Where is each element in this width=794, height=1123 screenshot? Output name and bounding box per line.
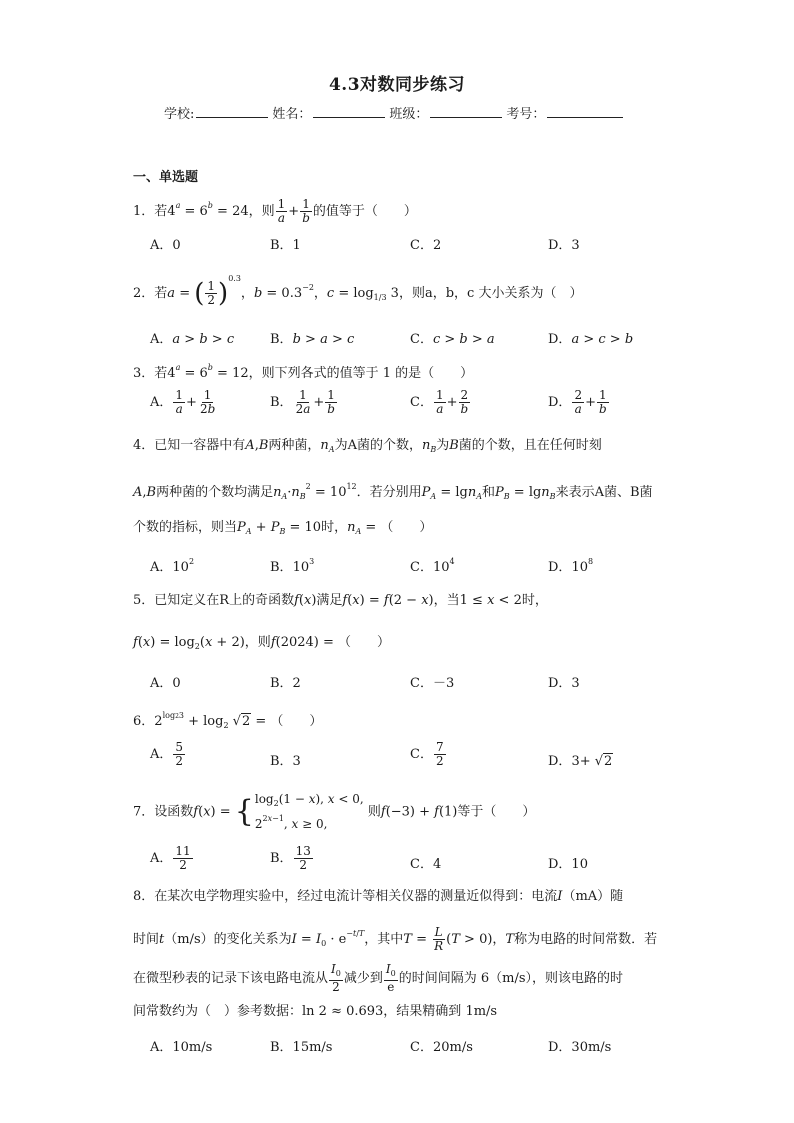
q7-option-c[interactable]: C．4 [410,857,442,872]
q2-option-c[interactable]: C．c > b > a [410,332,495,347]
q5-option-b[interactable]: B．2 [270,676,301,691]
student-info-line [164,103,627,122]
q4-option-a[interactable]: A．$10^2$ [150,557,195,575]
q4-option-c[interactable]: C．$10^4$ [410,557,455,575]
q3-option-d[interactable]: D． $\frac{2}{a}$ + $\frac{1}{b}$ [548,388,607,416]
q8-option-c[interactable]: C．20m/s [410,1040,473,1055]
question-6: 6．$2^{log23} + \log_2 √2$ = （ ） [133,711,323,730]
name-blank[interactable] [313,105,385,118]
question-8-line-2: 时间t（m/s）的变化关系为$I = I_0 \cdot e^{-t/T}$，其中T = $\frac{L}{R}$ (T > 0)，T称为电路的时间常数．若 [133,925,658,953]
question-5-line-1: 5．已知定义在R上的奇函数f(x)满足f(x) = f(2 − x)，当1 ≤ x < 2时， [133,593,548,608]
q8-option-d[interactable]: D．30m/s [548,1040,612,1055]
q1-option-b[interactable]: B．1 [270,238,301,253]
school-blank[interactable] [196,105,268,118]
q1-option-a[interactable]: A．0 [150,238,181,253]
question-8-line-3: 在微型秒表的记录下该电路电流从 $\frac{I_0}{2}$ 减少到 $\frac{I_0}{e}$ 的时间间隔为 6（m/s），则该电路的时 [133,962,624,994]
q5-option-a[interactable]: A．0 [150,676,181,691]
class-label: 班级： [389,107,429,122]
q6-option-c[interactable]: C． $\frac{7}{2}$ [410,740,444,768]
question-2: 2．若a = ( $\frac{1}{2}$ )$^{0.3}$，$b = 0.3^{-2}$，$c = \log_{1/3} 3$，则a，b，c 大小关系为（ ） [133,274,583,309]
page-title: 4.3对数同步练习 [328,75,466,95]
q4-option-d[interactable]: D．$10^8$ [548,557,594,575]
question-7: 7．设函数f(x) = { $\log_2(1 - x)$, x < 0, $2^{2x-1}$, x ≥ 0, 则f(−3) + f(1)等于（ ） [133,792,536,831]
q8-option-a[interactable]: A．10m/s [150,1040,213,1055]
q6-option-d[interactable]: D．3+ √2 [548,754,613,769]
q5-option-d[interactable]: D．3 [548,676,580,691]
q4-option-b[interactable]: B．$10^3$ [270,557,315,575]
q2-option-b[interactable]: B．b > a > c [270,332,355,347]
q2-option-d[interactable]: D．a > c > b [548,332,634,347]
question-4-line-2: A,B两种菌的个数均满足$n_A\cdot n_B^2 = 10^{12}$．若分别用$P_A = \lg n_A$和$P_B = \lg n_B$来表示A菌、B菌 [133,482,653,501]
question-3: 3．若$4^a = 6^b = 12$，则下列各式的值等于 1 的是（ ） [133,363,474,381]
class-blank[interactable] [430,105,502,118]
name-label: 姓名： [272,107,312,122]
q6-option-a[interactable]: A． $\frac{5}{2}$ [150,740,184,768]
question-8-line-1: 8．在某次电学物理实验中，经过电流计等相关仪器的测量近似得到：电流I（mA）随 [133,889,624,904]
question-8-line-4: 间常数约为（ ）参考数据：ln 2 ≈ 0.693，结果精确到 1m/s [133,1004,498,1019]
q3-option-a[interactable]: A． $\frac{1}{a}$ + $\frac{1}{2b}$ [150,388,216,416]
q1-option-d[interactable]: D．3 [548,238,580,253]
question-1: 1．若$4^a = 6^b = 24$，则 $\frac{1}{a}$ + $\frac{1}{b}$ 的值等于（ ） [133,197,417,225]
question-4-line-3: 个数的指标，则当$P_A + P_B = 10$时，$n_A$ = （ ） [133,520,433,536]
q6-option-b[interactable]: B．3 [270,754,301,769]
q7-option-d[interactable]: D．10 [548,857,588,872]
q1-option-c[interactable]: C．2 [410,238,442,253]
q7-option-a[interactable]: A． $\frac{11}{2}$ [150,844,191,872]
q7-option-b[interactable]: B． $\frac{13}{2}$ [270,844,311,872]
q3-option-b[interactable]: B． $\frac{1}{2a}$ + $\frac{1}{b}$ [270,388,335,416]
section-title: 一、单选题 [133,170,199,185]
q2-option-a[interactable]: A．a > b > c [150,332,235,347]
q5-option-c[interactable]: C．－3 [410,676,455,691]
q8-option-b[interactable]: B．15m/s [270,1040,333,1055]
question-4-line-1: 4．已知一容器中有A,B两种菌，$n_A$为A菌的个数，$n_B$为B菌的个数，且在任何时刻 [133,438,602,454]
exam-no-blank[interactable] [547,105,623,118]
q3-option-c[interactable]: C． $\frac{1}{a}$ + $\frac{2}{b}$ [410,388,469,416]
school-label: 学校: [164,107,195,122]
question-5-line-2: $f(x) = \log_2(x + 2)$，则f(2024) = （ ） [133,635,391,651]
exam-no-label: 考号： [506,107,546,122]
